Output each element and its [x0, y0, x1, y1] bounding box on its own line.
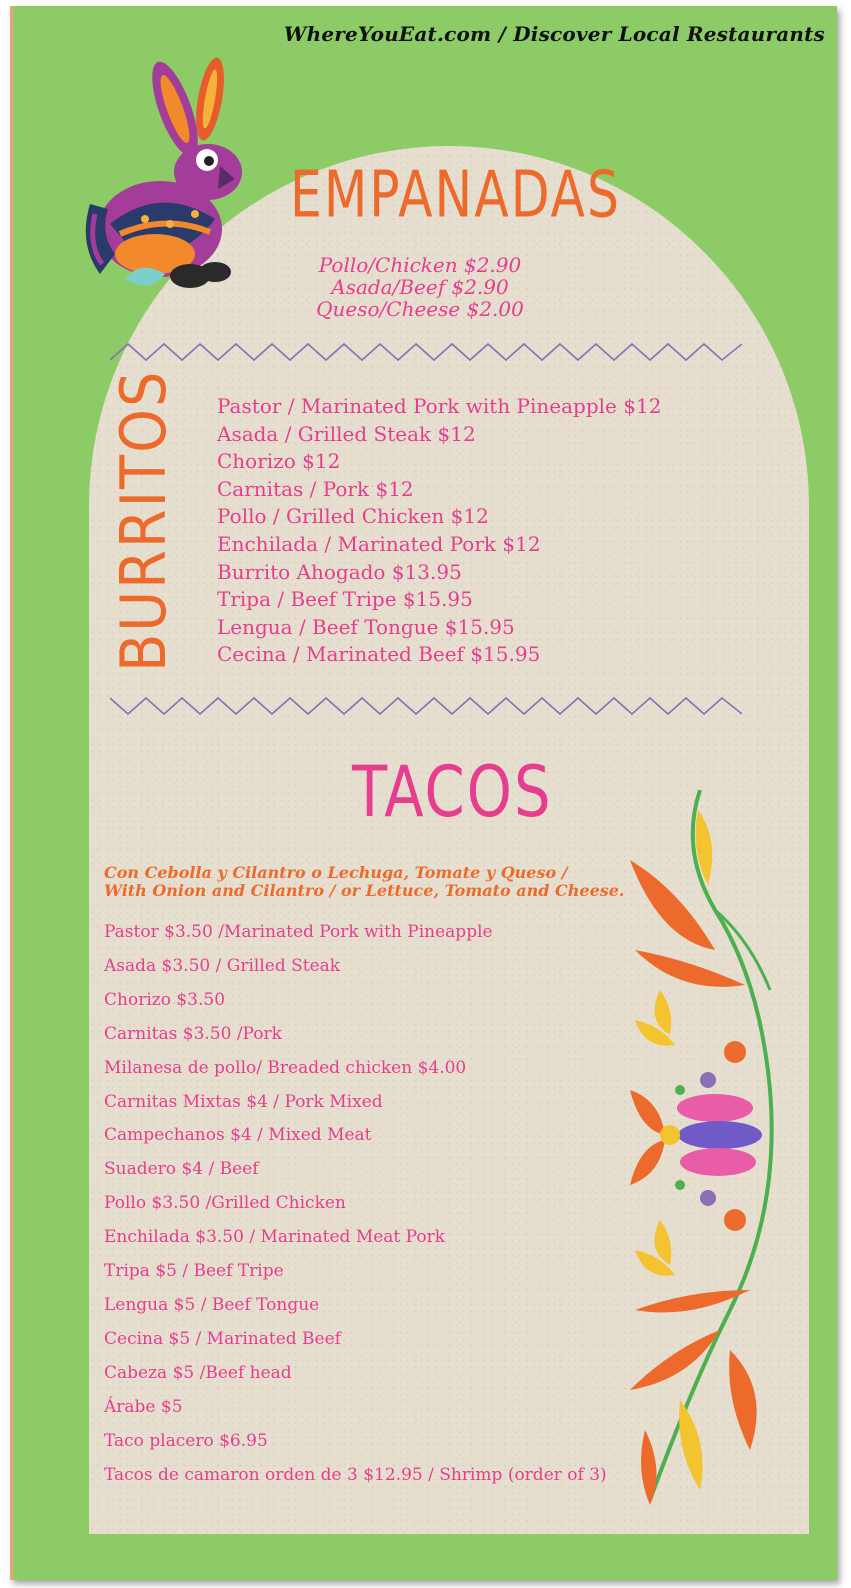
taco-item: Campechanos $4 / Mixed Meat — [104, 1125, 372, 1146]
burrito-item: Chorizo $12 — [217, 449, 341, 474]
taco-item: Carnitas Mixtas $4 / Pork Mixed — [104, 1091, 383, 1112]
taco-item: Árabe $5 — [104, 1396, 183, 1417]
taco-item: Lengua $5 / Beef Tongue — [104, 1294, 320, 1315]
burrito-item: Carnitas / Pork $12 — [217, 476, 414, 501]
floral-ornament-icon — [620, 790, 785, 1510]
tacos-note-line: Con Cebolla y Cilantro o Lechuga, Tomate y Queso / — [104, 863, 568, 882]
burrito-item: Cecina / Marinated Beef $15.95 — [217, 642, 541, 667]
empanadas-list — [250, 254, 590, 320]
taco-item: Carnitas $3.50 /Pork — [104, 1023, 282, 1044]
watermark: WhereYouEat.com / Discover Local Restaurants — [283, 22, 825, 46]
empanada-item: Asada/Beef $2.90 — [331, 275, 509, 299]
burrito-item: Enchilada / Marinated Pork $12 — [217, 531, 541, 556]
taco-item: Chorizo $3.50 — [104, 989, 226, 1010]
alebrije-rabbit-icon — [70, 54, 242, 300]
tacos-list — [104, 916, 607, 1492]
taco-item: Enchilada $3.50 / Marinated Meat Pork — [104, 1227, 446, 1248]
taco-item: Pollo $3.50 /Grilled Chicken — [104, 1193, 346, 1214]
taco-item: Tacos de camaron orden de 3 $12.95 / Shrimp (order of 3) — [104, 1464, 607, 1485]
burrito-item: Tripa / Beef Tripe $15.95 — [217, 587, 473, 612]
zigzag-divider-bottom — [110, 690, 742, 720]
burrito-item: Pollo / Grilled Chicken $12 — [217, 504, 489, 529]
zigzag-divider-top — [110, 338, 742, 368]
taco-item: Cabeza $5 /Beef head — [104, 1362, 292, 1383]
taco-item: Suadero $4 / Beef — [104, 1159, 259, 1180]
taco-item: Taco placero $6.95 — [104, 1430, 268, 1451]
burrito-item: Burrito Ahogado $13.95 — [217, 559, 462, 584]
burrito-item: Asada / Grilled Steak $12 — [217, 421, 476, 446]
burritos-title: BURRITOS — [107, 369, 180, 672]
burrito-item: Lengua / Beef Tongue $15.95 — [217, 614, 515, 639]
burrito-item: Pastor / Marinated Pork with Pineapple $12 — [217, 394, 662, 418]
taco-item: Asada $3.50 / Grilled Steak — [104, 955, 341, 976]
empanada-item: Queso/Cheese $2.00 — [316, 297, 524, 321]
empanada-item: Pollo/Chicken $2.90 — [318, 253, 522, 277]
taco-item: Tripa $5 / Beef Tripe — [104, 1261, 284, 1282]
taco-item: Pastor $3.50 /Marinated Pork with Pineapple — [104, 922, 493, 942]
empanadas-title: EMPANADAS — [290, 158, 621, 233]
tacos-note — [104, 864, 625, 900]
tacos-title: TACOS — [352, 752, 553, 834]
taco-item: Milanesa de pollo/ Breaded chicken $4.00 — [104, 1057, 467, 1078]
taco-item: Cecina $5 / Marinated Beef — [104, 1328, 341, 1349]
burritos-list — [217, 393, 661, 669]
tacos-note-line: With Onion and Cilantro / or Lettuce, Tomato and Cheese. — [104, 881, 625, 900]
